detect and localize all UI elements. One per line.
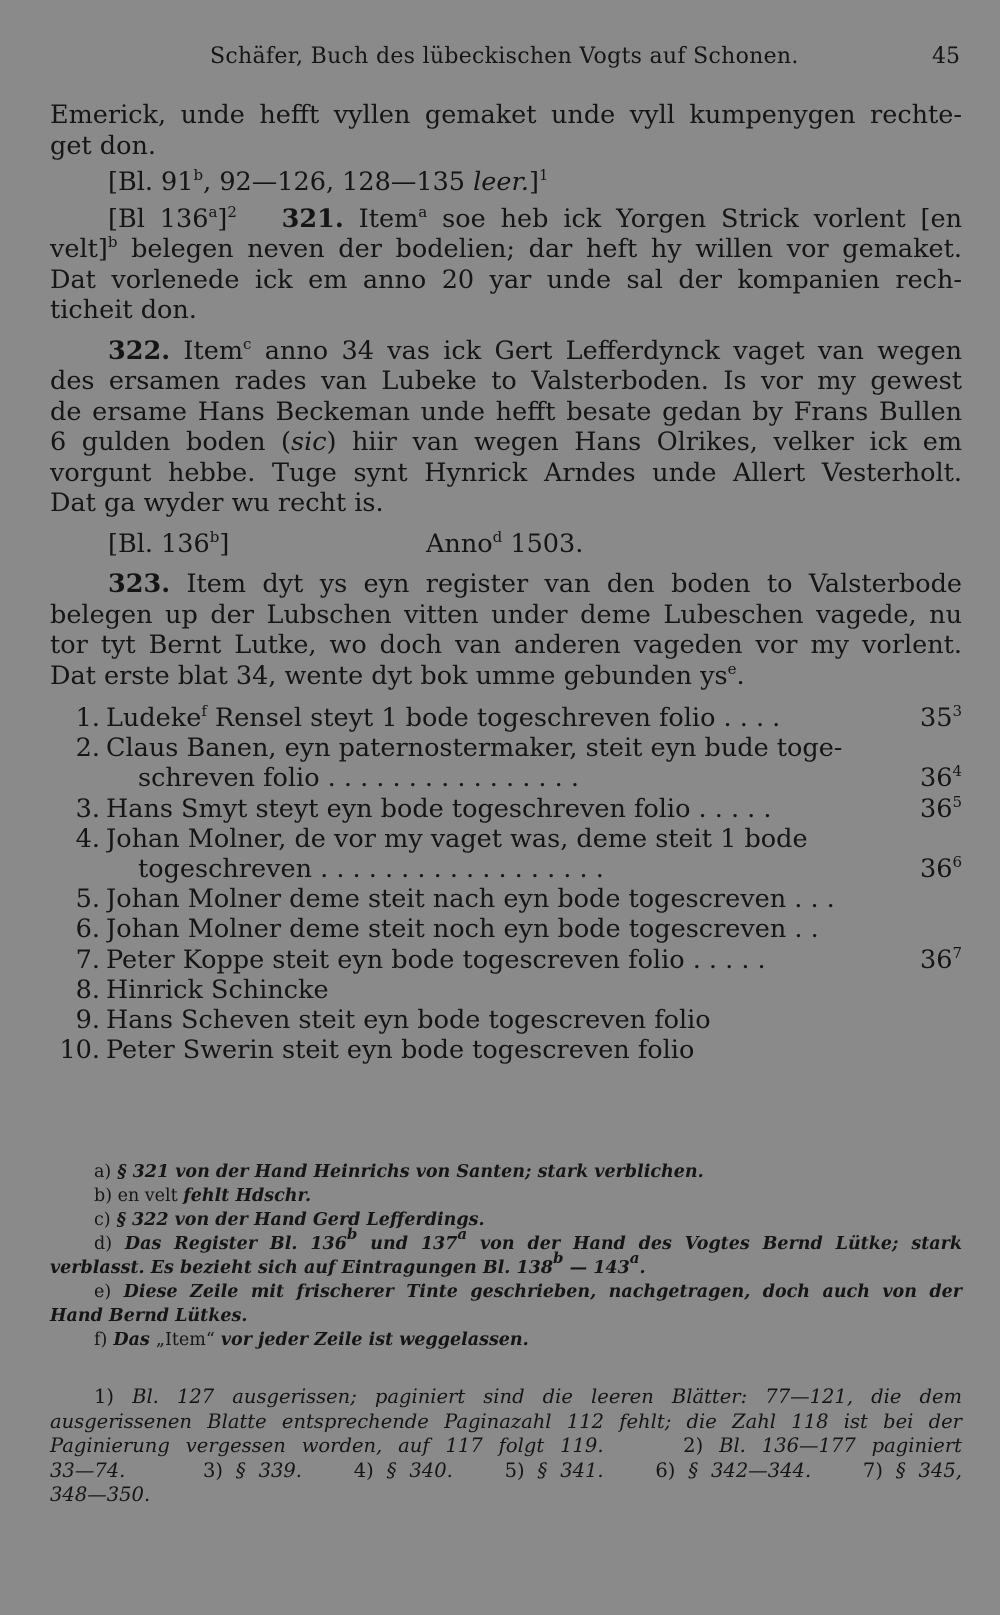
list-item-continuation: schreven folio . . . . . . . . . . . . . . . . $36^4$ bbox=[138, 762, 962, 794]
running-title: Schäfer, Buch des lübeckischen Vogts auf Schonen. bbox=[210, 44, 799, 69]
folio-anno-line bbox=[50, 529, 962, 560]
footnotes-numbered bbox=[50, 1385, 962, 1508]
footnote-e-cont: Hand Bernd Lütkes. bbox=[50, 1306, 248, 1326]
text-line: tor tyt Bernt Lutke, wo doch van anderen vageden vor my vorlent. bbox=[50, 630, 962, 660]
footnote-d: d) Das Register Bl. 136$^b$ und 137$^a$ von der Hand des Vogtes Bernd Lütke; stark bbox=[94, 1225, 962, 1254]
folio-note: [Bl. 136$^b$] bbox=[108, 527, 230, 559]
footnote-b: b) en velt fehlt Hdschr. bbox=[94, 1186, 312, 1206]
text-line: get don. bbox=[50, 130, 156, 161]
anno-heading: Anno$^d$ 1503. bbox=[426, 527, 584, 559]
list-item: 3. Hans Smyt steyt eyn bode togeschreven folio . . . . . $36^5$ bbox=[75, 792, 962, 824]
text-line: velt]$^b$ belegen neven der bodelien; dar heft hy willen vor gemaket. bbox=[50, 233, 962, 264]
list-item: 4. Johan Molner, de vor my vaget was, deme steit 1 bode bbox=[75, 823, 808, 854]
footnote-a: a) § 321 von der Hand Heinrichs von Santen; stark verblichen. bbox=[94, 1162, 704, 1182]
text-line: des ersamen rades van Lubeke to Valsterboden. Is vor my gewest bbox=[50, 366, 962, 396]
section-number: 321. bbox=[281, 203, 344, 234]
note-1: 1) Bl. 127 ausgerissen; paginiert sind die leeren Blätter: 77—121, die dem bbox=[94, 1385, 962, 1408]
text-line: ticheit don. bbox=[50, 295, 197, 325]
list-item-continuation: togeschreven . . . . . . . . . . . . . . . . . . $36^6$ bbox=[138, 853, 962, 885]
note-7-cont: 348—350. bbox=[50, 1483, 151, 1506]
text-line: vorgunt hebbe. Tuge synt Hynrick Arndes unde Allert Vesterholt. bbox=[50, 457, 962, 488]
text-line: 323. Item dyt ys eyn register van den boden to Valsterbode bbox=[108, 569, 962, 599]
register-list bbox=[50, 703, 962, 1065]
folio-note: [Bl. 91$^b$, 92—126, 128—135 leer.]$^1$ bbox=[108, 166, 549, 197]
text-line: Dat ga wyder wu recht is. bbox=[50, 488, 384, 518]
section-322 bbox=[50, 336, 962, 519]
note-line: Paginierung vergessen worden, auf 117 folgt 119. 2) Bl. 136—177 paginiert bbox=[50, 1434, 962, 1457]
list-item: 2. Claus Banen, eyn paternostermaker, steit eyn bude toge- bbox=[75, 733, 843, 764]
note-line: 33—74. 3) § 339. 4) § 340. 5) § 341. 6) § 342—344. 7) § 345, bbox=[50, 1458, 962, 1482]
text-line: Dat erste blat 34, wente dyt bok umme gebunden $ys^e$. bbox=[50, 659, 745, 691]
footnote-f: f) Das „Item“ vor jeder Zeile ist weggelassen. bbox=[94, 1330, 529, 1350]
section-321 bbox=[50, 204, 962, 326]
text-line: Dat vorlenede ick em anno 20 yar unde sal der kompanien rech- bbox=[50, 264, 962, 295]
text-line: Emerick, unde hefft vyllen gemaket unde vyll kumpenygen rechte- bbox=[50, 100, 962, 130]
text-line: 322. Item$^c$ anno 34 vas ick Gert Lefferdynck vaget van wegen bbox=[108, 334, 962, 366]
section-number: 322. bbox=[108, 335, 171, 366]
list-item: 7. Peter Koppe steit eyn bode togescreven folio . . . . . $36^7$ bbox=[75, 943, 962, 975]
footnotes-lettered bbox=[50, 1160, 962, 1352]
text-line: [Bl 136$^a$]$^2$ 321. Item$^a$ soe heb ick Yorgen Strick vorlent [en bbox=[108, 202, 962, 234]
note-1-cont: ausgerissenen Blatte entsprechende Paginazahl 112 fehlt; die Zahl 118 ist bei der bbox=[50, 1409, 962, 1433]
text-line: de ersame Hans Beckeman unde hefft besate gedan by Frans Bullen bbox=[50, 396, 962, 427]
list-item: 1. Ludeke$^f$ Rensel steyt 1 bode togeschreven folio . . . . $35^3$ bbox=[75, 702, 962, 733]
footnote-d-cont: verblasst. Es bezieht sich auf Eintragungen Bl. 138$^b$ — 143$^a$. bbox=[50, 1249, 646, 1278]
section-323 bbox=[50, 569, 962, 691]
text-line: 6 gulden boden (sic) hiir van wegen Hans Olrikes, velker ick em bbox=[50, 427, 963, 457]
list-item: 10. Peter Swerin steit eyn bode togescreven folio bbox=[59, 1035, 695, 1066]
list-item: 9. Hans Scheven steit eyn bode togescreven folio bbox=[75, 1005, 711, 1036]
main-text bbox=[50, 100, 962, 1065]
footnote-c: c) § 322 von der Hand Gerd Lefferdings. bbox=[94, 1210, 485, 1230]
text-line: belegen up der Lubschen vitten under deme Lubeschen vagede, nu bbox=[50, 599, 962, 630]
running-header bbox=[50, 44, 960, 78]
list-item: 8. Hinrick Schincke bbox=[75, 974, 329, 1005]
page-number: 45 bbox=[932, 44, 960, 69]
footnote-e: e) Diese Zeile mit frischerer Tinte geschrieben, nachgetragen, doch auch von der bbox=[94, 1282, 962, 1302]
list-item: 6. Johan Molner deme steit noch eyn bode togescreven . . bbox=[75, 914, 819, 945]
list-item: 5. Johan Molner deme steit nach eyn bode togescreven . . . bbox=[75, 884, 835, 915]
section-number: 323. bbox=[108, 569, 171, 599]
